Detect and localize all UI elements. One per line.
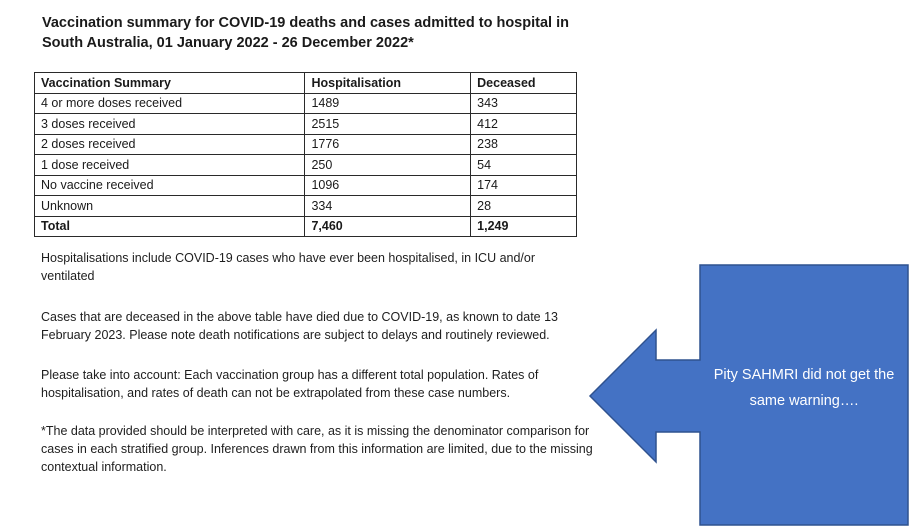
note-denominator-disclaimer: *The data provided should be interpreted with care, as it is missing the denominator comparison for cases in each stratified group. Inferences drawn from this information are limited, due to the missing contextual information.: [41, 424, 593, 474]
total-label: Total: [35, 216, 305, 237]
row-label: No vaccine received: [35, 175, 305, 196]
hospitalisation-value: 250: [305, 155, 471, 176]
header-hospitalisation: Hospitalisation: [305, 73, 471, 94]
row-label: Unknown: [35, 196, 305, 217]
deceased-value: 238: [471, 134, 577, 155]
header-deceased: Deceased: [471, 73, 577, 94]
deceased-value: 174: [471, 175, 577, 196]
note-population-warning: Please take into account: Each vaccination group has a different total population. Rates of hospitalisation, and rates of death can not be extrapolated from these case numbers.: [41, 368, 539, 400]
row-label: 1 dose received: [35, 155, 305, 176]
note-hospitalisations-definition: Hospitalisations include COVID-19 cases who have ever been hospitalised, in ICU and/or ventilated: [41, 251, 536, 283]
document-title: Vaccination summary for COVID-19 deaths and cases admitted to hospital in South Australia, 01 January 2022 - 26 December 2022*: [42, 15, 569, 51]
header-vaccination-summary: Vaccination Summary: [35, 73, 305, 94]
deceased-value: 412: [471, 114, 577, 135]
hospitalisation-value: 1489: [305, 93, 471, 114]
row-label: 3 doses received: [35, 114, 305, 135]
total-deceased: 1,249: [471, 216, 577, 237]
hospitalisation-value: 1776: [305, 134, 471, 155]
row-label: 2 doses received: [35, 134, 305, 155]
hospitalisation-value: 2515: [305, 114, 471, 135]
deceased-value: 343: [471, 93, 577, 114]
deceased-value: 28: [471, 196, 577, 217]
callout-text: Pity SAHMRI did not get the same warning….: [713, 367, 895, 409]
hospitalisation-value: 1096: [305, 175, 471, 196]
total-hospitalisation: 7,460: [305, 216, 471, 237]
deceased-value: 54: [471, 155, 577, 176]
note-deceased-definition: Cases that are deceased in the above table have died due to COVID-19, as known to date 13 February 2023. Please note death notifications are subject to delays and routinely reviewed.: [41, 310, 559, 342]
hospitalisation-value: 334: [305, 196, 471, 217]
row-label: 4 or more doses received: [35, 93, 305, 114]
